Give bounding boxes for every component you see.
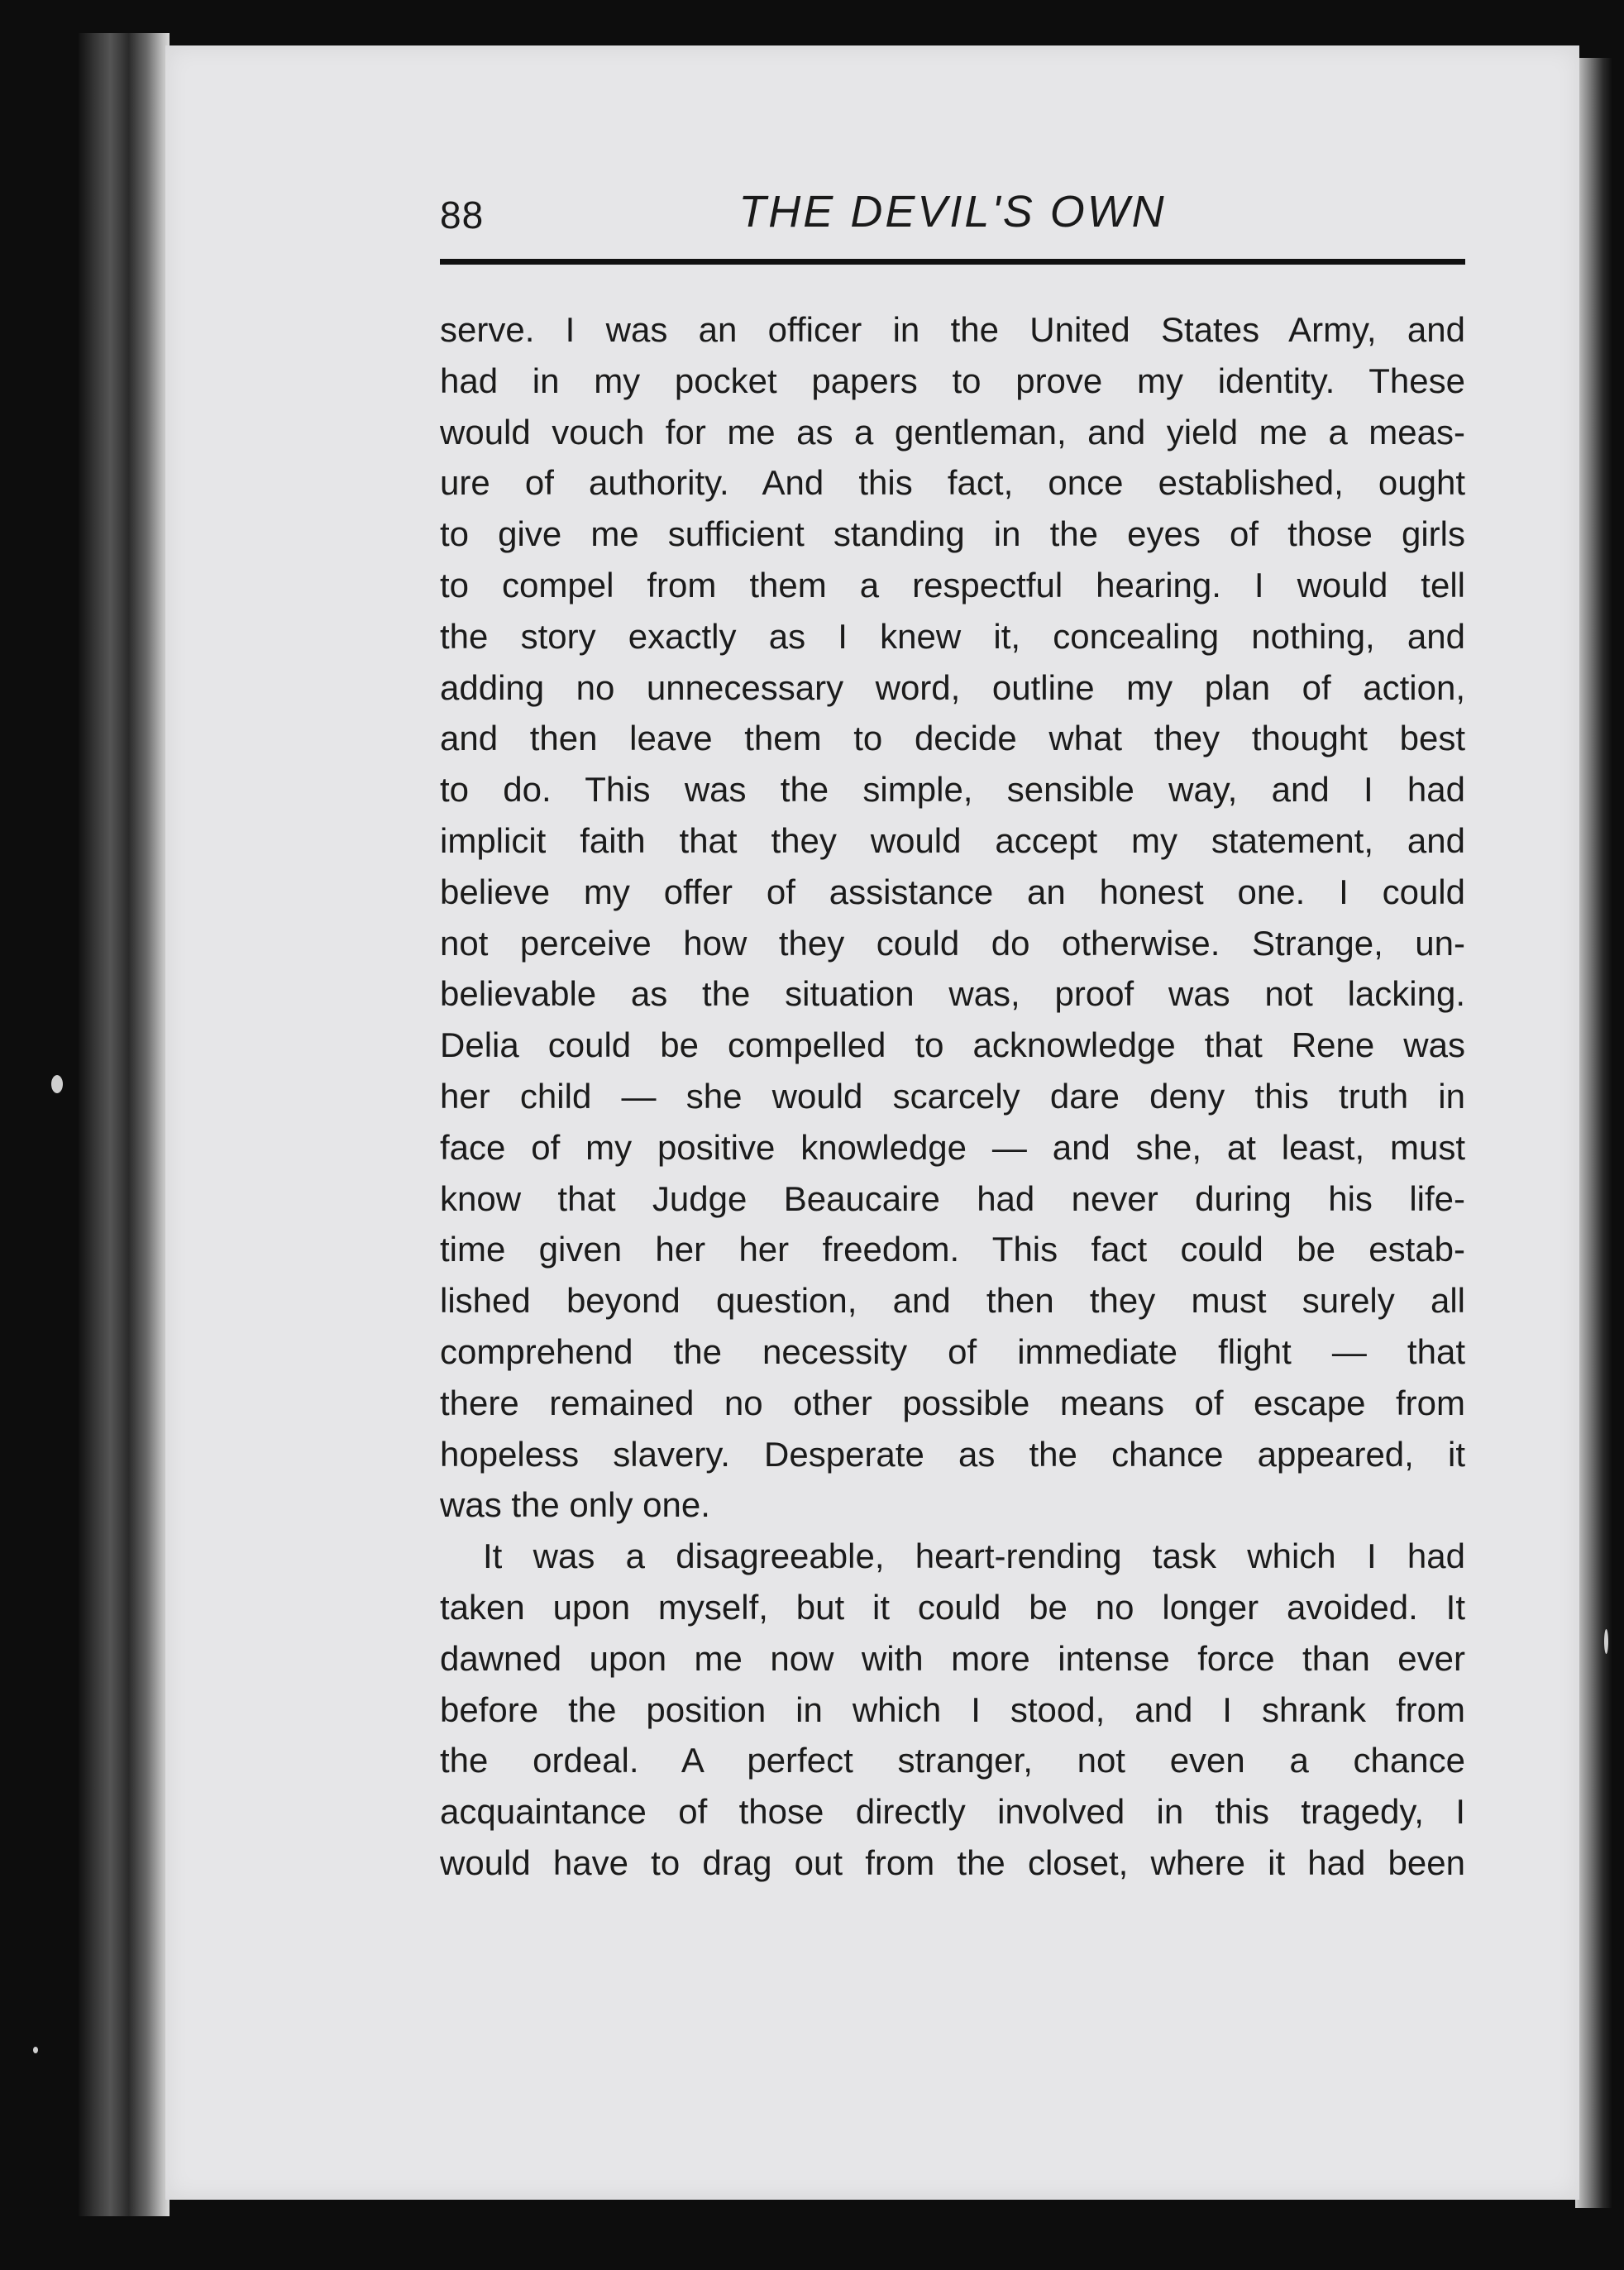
book-spine-edge [79,33,170,2216]
text-line: hopeless slavery. Desperate as the chance appeared, it [440,1434,1465,1474]
text-line: Delia could be compelled to acknowledge that Rene was [440,1025,1465,1065]
text-line: not perceive how they could do otherwise. Strange, un- [440,923,1465,963]
text-line: believable as the situation was, proof was not lacking. [440,974,1465,1014]
text-line: face of my positive knowledge — and she, at least, must [440,1127,1465,1167]
dust-speck [33,2047,38,2053]
text-line: and then leave them to decide what they thought best [440,719,1465,758]
text-line: time given her her freedom. This fact could be estab- [440,1230,1465,1269]
text-line: taken upon myself, but it could be no longer avoided. It [440,1587,1465,1627]
text-line: believe my offer of assistance an honest one. I could [440,872,1465,911]
text-line: to give me sufficient standing in the eyes of those girls [440,514,1465,554]
dust-speck [1604,1629,1608,1654]
text-line: adding no unnecessary word, outline my plan of action, [440,667,1465,707]
text-line: serve. I was an officer in the United States Army, and [440,310,1465,349]
text-line: acquaintance of those directly involved in this tragedy, I [440,1792,1465,1832]
header-rule [440,259,1465,265]
text-line: there remained no other possible means of escape from [440,1383,1465,1422]
text-line: dawned upon me now with more intense force than ever [440,1638,1465,1678]
text-line: before the position in which I stood, and I shrank from [440,1689,1465,1729]
text-line: ure of authority. And this fact, once established, ought [440,463,1465,503]
text-line: know that Judge Beaucaire had never during his life- [440,1178,1465,1218]
text-line: would have to drag out from the closet, where it had been [440,1842,1465,1882]
text-line: to compel from them a respectful hearing. I would tell [440,565,1465,605]
text-line: implicit faith that they would accept my statement, and [440,820,1465,860]
dust-speck [51,1075,63,1093]
page-number: 88 [440,194,485,237]
text-line: to do. This was the simple, sensible way, and I had [440,770,1465,810]
text-line: would vouch for me as a gentleman, and yield me a meas- [440,412,1465,452]
text-line: the ordeal. A perfect stranger, not even a chance [440,1741,1465,1780]
text-line: the story exactly as I knew it, concealing nothing, and [440,616,1465,656]
page-header [440,186,1465,252]
text-line: her child — she would scarcely dare deny this truth in [440,1076,1465,1116]
text-line: comprehend the necessity of immediate flight — that [440,1331,1465,1371]
body-text [440,304,1465,1889]
text-line: was the only one. [440,1485,710,1525]
text-line: lished beyond question, and then they must surely all [440,1281,1465,1321]
book-right-edge [1575,58,1612,2208]
text-line: had in my pocket papers to prove my identity. These [440,361,1465,400]
text-line: It was a disagreeable, heart-rending task which I had [483,1536,1465,1576]
running-title: THE DEVIL'S OWN [738,187,1167,237]
